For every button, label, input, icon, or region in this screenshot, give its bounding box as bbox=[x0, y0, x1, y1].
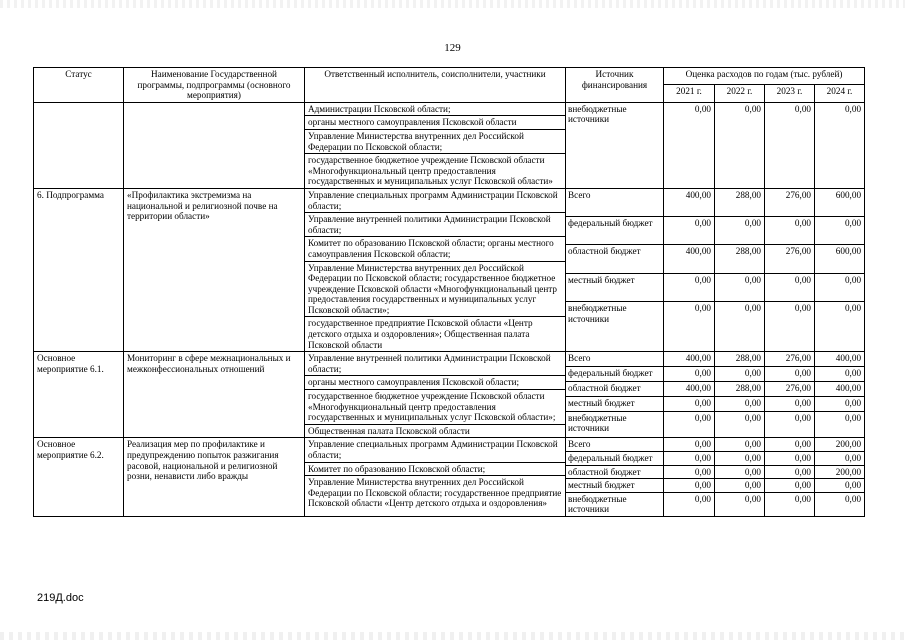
table-row bbox=[34, 438, 865, 452]
amount-cell: 0,00 bbox=[765, 217, 815, 245]
amount-cell: 0,00 bbox=[765, 396, 815, 411]
amount-cell: 0,00 bbox=[765, 452, 815, 466]
amount-cell: 0,00 bbox=[664, 102, 715, 188]
header-estimate: Оценка расходов по годам (тыс. рублей) bbox=[664, 68, 865, 85]
amount-cell: 0,00 bbox=[765, 479, 815, 493]
amount-cell: 0,00 bbox=[815, 479, 865, 493]
funding-source: внебюджетные источники bbox=[566, 301, 664, 351]
row-executors bbox=[305, 352, 566, 438]
amount-cell: 0,00 bbox=[715, 396, 765, 411]
amount-cell: 0,00 bbox=[664, 396, 715, 411]
amount-cell: 400,00 bbox=[815, 352, 865, 367]
row-executors bbox=[305, 102, 566, 188]
funding-source: местный бюджет bbox=[566, 273, 664, 301]
amount-cell: 276,00 bbox=[765, 352, 815, 367]
row-program-name: Реализация мер по профилактике и предупреждению попыток разжигания расовой, национальной и религиозной розни, ненависти либо вражды bbox=[124, 438, 305, 517]
amount-cell: 0,00 bbox=[765, 465, 815, 479]
amount-cell: 288,00 bbox=[715, 245, 765, 273]
funding-source: федеральный бюджет bbox=[566, 217, 664, 245]
funding-source: местный бюджет bbox=[566, 396, 664, 411]
amount-cell: 0,00 bbox=[715, 492, 765, 516]
amount-cell: 0,00 bbox=[664, 465, 715, 479]
amount-cell: 0,00 bbox=[765, 438, 815, 452]
row-program-name bbox=[124, 102, 305, 188]
scan-noise-bottom bbox=[0, 632, 905, 640]
amount-cell: 0,00 bbox=[664, 273, 715, 301]
amount-cell: 276,00 bbox=[765, 382, 815, 397]
funding-source: областной бюджет bbox=[566, 382, 664, 397]
executor-entry: государственное бюджетное учреждение Псковской области «Многофункциональный центр предоставления государственных и муниципальных услуг Псковской области»; bbox=[305, 390, 565, 425]
executor-entry: Управление Министерства внутренних дел Российской Федерации по Псковской области; bbox=[305, 130, 565, 154]
row-program-name: «Профилактика экстремизма на национальной и религиозной почве на территории области» bbox=[124, 188, 305, 351]
amount-cell: 200,00 bbox=[815, 465, 865, 479]
amount-cell: 0,00 bbox=[664, 492, 715, 516]
amount-cell: 600,00 bbox=[815, 245, 865, 273]
funding-source: местный бюджет bbox=[566, 479, 664, 493]
amount-cell: 0,00 bbox=[715, 217, 765, 245]
page-number: 129 bbox=[444, 42, 461, 54]
amount-cell: 0,00 bbox=[815, 102, 865, 188]
row-status: 6. Подпрограмма bbox=[34, 188, 124, 351]
amount-cell: 0,00 bbox=[815, 452, 865, 466]
table-row bbox=[34, 188, 865, 216]
table-row bbox=[34, 352, 865, 367]
amount-cell: 0,00 bbox=[715, 479, 765, 493]
funding-source: областной бюджет bbox=[566, 245, 664, 273]
row-executors bbox=[305, 438, 566, 517]
executor-entry: Управление Министерства внутренних дел Российской Федерации по Псковской области; государственное бюджетное учреждение Псковской области «Многофункциональный центр предоставления государственных и муниципальных услуг Псковской области»; bbox=[305, 262, 565, 318]
executor-entry: органы местного самоуправления Псковской области bbox=[305, 116, 565, 130]
amount-cell: 400,00 bbox=[664, 245, 715, 273]
amount-cell: 0,00 bbox=[815, 301, 865, 351]
funding-source: внебюджетные источники bbox=[566, 492, 664, 516]
amount-cell: 276,00 bbox=[765, 188, 815, 216]
header-source: Источник финансирования bbox=[566, 68, 664, 103]
executor-entry: Управление Министерства внутренних дел Российской Федерации по Псковской области; государственное предприятие Псковской области «Центр детского отдыха и оздоровления» bbox=[308, 477, 562, 509]
row-executors bbox=[305, 188, 566, 351]
executor-entry: Управление внутренней политики Администрации Псковской области; bbox=[305, 213, 565, 237]
amount-cell: 600,00 bbox=[815, 188, 865, 216]
amount-cell: 400,00 bbox=[664, 352, 715, 367]
executor-entry: Управление специальных программ Администрации Псковской области; bbox=[305, 189, 565, 213]
amount-cell: 0,00 bbox=[765, 301, 815, 351]
header-year: 2024 г. bbox=[815, 85, 865, 102]
amount-cell: 0,00 bbox=[765, 492, 815, 516]
row-status: Основное мероприятие 6.1. bbox=[34, 352, 124, 438]
amount-cell: 0,00 bbox=[815, 217, 865, 245]
amount-cell: 288,00 bbox=[715, 352, 765, 367]
amount-cell: 0,00 bbox=[715, 452, 765, 466]
funding-source: федеральный бюджет bbox=[566, 367, 664, 382]
amount-cell: 0,00 bbox=[815, 411, 865, 438]
amount-cell: 0,00 bbox=[765, 367, 815, 382]
amount-cell: 400,00 bbox=[664, 382, 715, 397]
amount-cell: 0,00 bbox=[664, 367, 715, 382]
amount-cell: 0,00 bbox=[715, 438, 765, 452]
executor-entry: Комитет по образованию Псковской области; bbox=[305, 463, 565, 477]
amount-cell: 0,00 bbox=[815, 367, 865, 382]
executor-entry: органы местного самоуправления Псковской области; bbox=[305, 376, 565, 390]
amount-cell: 0,00 bbox=[765, 273, 815, 301]
table-row bbox=[34, 102, 865, 188]
scan-noise-top bbox=[0, 0, 905, 8]
amount-cell: 0,00 bbox=[715, 273, 765, 301]
amount-cell: 400,00 bbox=[815, 382, 865, 397]
funding-source: внебюджетные источники bbox=[566, 102, 664, 188]
amount-cell: 0,00 bbox=[664, 438, 715, 452]
amount-cell: 0,00 bbox=[664, 411, 715, 438]
amount-cell: 0,00 bbox=[715, 301, 765, 351]
amount-cell: 0,00 bbox=[664, 217, 715, 245]
amount-cell: 0,00 bbox=[664, 479, 715, 493]
amount-cell: 0,00 bbox=[664, 301, 715, 351]
executor-entry: Комитет по образованию Псковской области; органы местного самоуправления Псковской области; bbox=[305, 237, 565, 261]
header-year: 2022 г. bbox=[715, 85, 765, 102]
executor-entry: Управление специальных программ Администрации Псковской области; bbox=[305, 438, 565, 462]
funding-source: Всего bbox=[566, 188, 664, 216]
executor-entry: Управление внутренней политики Администрации Псковской области; bbox=[305, 352, 565, 376]
amount-cell: 0,00 bbox=[765, 102, 815, 188]
header-status: Статус bbox=[34, 68, 124, 103]
row-status: Основное мероприятие 6.2. bbox=[34, 438, 124, 517]
header-year: 2023 г. bbox=[765, 85, 815, 102]
amount-cell: 0,00 bbox=[715, 411, 765, 438]
header-executor: Ответственный исполнитель, соисполнители, участники bbox=[305, 68, 566, 103]
amount-cell: 0,00 bbox=[664, 452, 715, 466]
executor-entry: Общественная палата Псковской области bbox=[308, 425, 470, 436]
executor-entry: государственное предприятие Псковской области «Центр детского отдыха и оздоровления»; Общественная палата Псковской области bbox=[308, 318, 533, 350]
amount-cell: 288,00 bbox=[715, 382, 765, 397]
row-status bbox=[34, 102, 124, 188]
amount-cell: 0,00 bbox=[715, 367, 765, 382]
amount-cell: 0,00 bbox=[815, 273, 865, 301]
amount-cell: 0,00 bbox=[815, 492, 865, 516]
executor-entry: государственное бюджетное учреждение Псковской области «Многофункциональный центр предоставления государственных и муниципальных услуг Псковской области» bbox=[308, 155, 553, 187]
table-body bbox=[34, 102, 865, 516]
amount-cell: 288,00 bbox=[715, 188, 765, 216]
header-program: Наименование Государственной программы, подпрограммы (основного мероприятия) bbox=[124, 68, 305, 103]
amount-cell: 0,00 bbox=[715, 465, 765, 479]
budget-table bbox=[33, 67, 865, 517]
funding-source: федеральный бюджет bbox=[566, 452, 664, 466]
funding-source: Всего bbox=[566, 352, 664, 367]
amount-cell: 0,00 bbox=[715, 102, 765, 188]
funding-source: Всего bbox=[566, 438, 664, 452]
amount-cell: 0,00 bbox=[815, 396, 865, 411]
funding-source: областной бюджет bbox=[566, 465, 664, 479]
amount-cell: 0,00 bbox=[765, 411, 815, 438]
row-program-name: Мониторинг в сфере межнациональных и межконфессиональных отношений bbox=[124, 352, 305, 438]
funding-source: внебюджетные источники bbox=[566, 411, 664, 438]
footer-filename: 219Д.doc bbox=[37, 592, 84, 604]
executor-entry: Администрации Псковской области; bbox=[305, 103, 565, 117]
amount-cell: 200,00 bbox=[815, 438, 865, 452]
amount-cell: 276,00 bbox=[765, 245, 815, 273]
amount-cell: 400,00 bbox=[664, 188, 715, 216]
header-year: 2021 г. bbox=[664, 85, 715, 102]
